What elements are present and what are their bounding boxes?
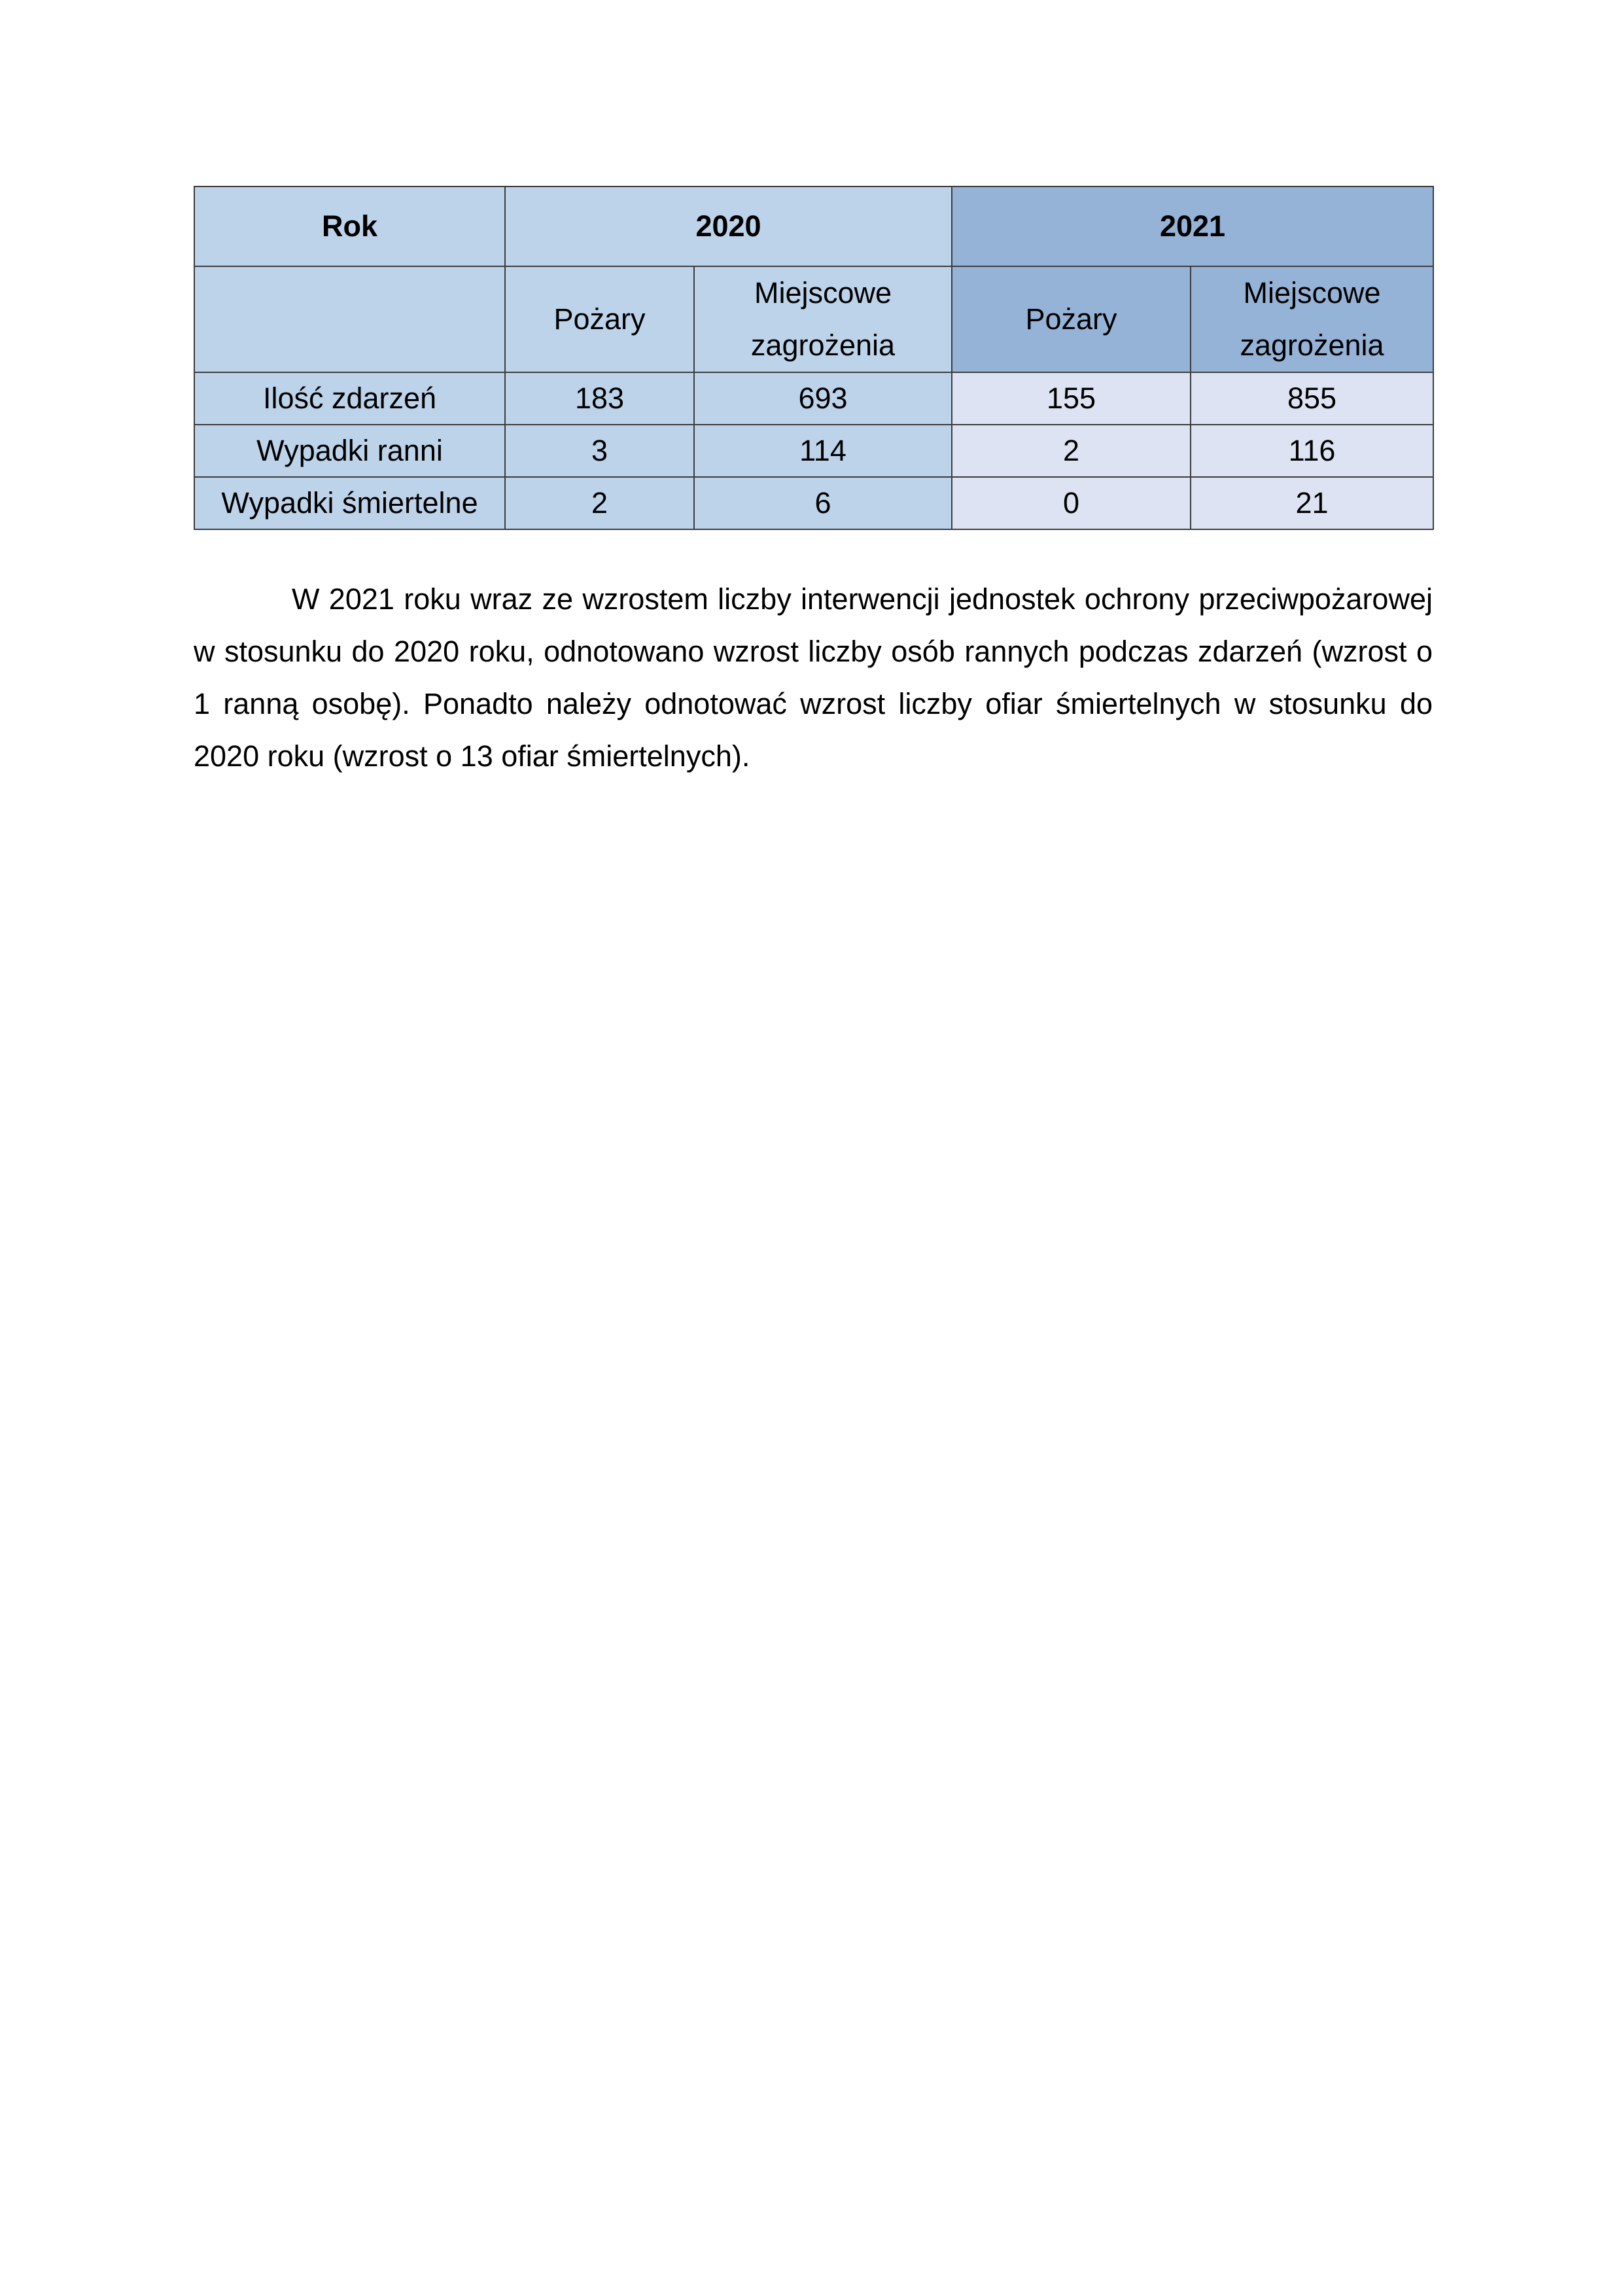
header-year-2020: 2020	[505, 186, 952, 266]
table-row	[194, 425, 1433, 477]
row-label: Wypadki ranni	[194, 425, 505, 477]
cell-2020-fires: 183	[505, 372, 694, 425]
subheader-2021-local-threats	[1191, 266, 1433, 372]
cell-2020-local: 693	[694, 372, 952, 425]
subheader-2020-local-line2: zagrożenia	[750, 328, 896, 362]
subheader-2020-local-threats	[694, 266, 952, 372]
header-year-2021: 2021	[952, 186, 1433, 266]
header-rok: Rok	[194, 186, 505, 266]
cell-2020-local: 114	[694, 425, 952, 477]
table-row	[194, 477, 1433, 529]
row-label: Wypadki śmiertelne	[194, 477, 505, 529]
statistics-table	[194, 186, 1434, 530]
row-label: Ilość zdarzeń	[194, 372, 505, 425]
table-header-row	[194, 186, 1433, 266]
cell-2020-local: 6	[694, 477, 952, 529]
table-row	[194, 372, 1433, 425]
cell-2020-fires: 2	[505, 477, 694, 529]
cell-2021-fires: 2	[952, 425, 1191, 477]
cell-2021-local: 855	[1191, 372, 1433, 425]
subheader-2021-fires: Pożary	[952, 266, 1191, 372]
subheader-empty-cell	[194, 266, 505, 372]
body-paragraph: W 2021 roku wraz ze wzrostem liczby interwencji jednostek ochrony przeciwpożarowej w stosunku do 2020 roku, odnotowano wzrost liczby osób rannych podczas zdarzeń (wzrost o 1 ranną osobę). Ponadto należy odnotować wzrost liczby ofiar śmiertelnych w stosunku do 2020 roku (wzrost o 13 ofiar śmiertelnych).	[194, 582, 1433, 773]
subheader-2021-local-line2: zagrożenia	[1240, 328, 1384, 362]
subheader-2020-local-line1: Miejscowe	[754, 276, 892, 309]
cell-2021-local: 21	[1191, 477, 1433, 529]
subheader-2021-local-line1: Miejscowe	[1243, 276, 1381, 309]
cell-2021-fires: 0	[952, 477, 1191, 529]
cell-2020-fires: 3	[505, 425, 694, 477]
cell-2021-local: 116	[1191, 425, 1433, 477]
subheader-2020-fires: Pożary	[505, 266, 694, 372]
cell-2021-fires: 155	[952, 372, 1191, 425]
table-subheader-row	[194, 266, 1433, 372]
